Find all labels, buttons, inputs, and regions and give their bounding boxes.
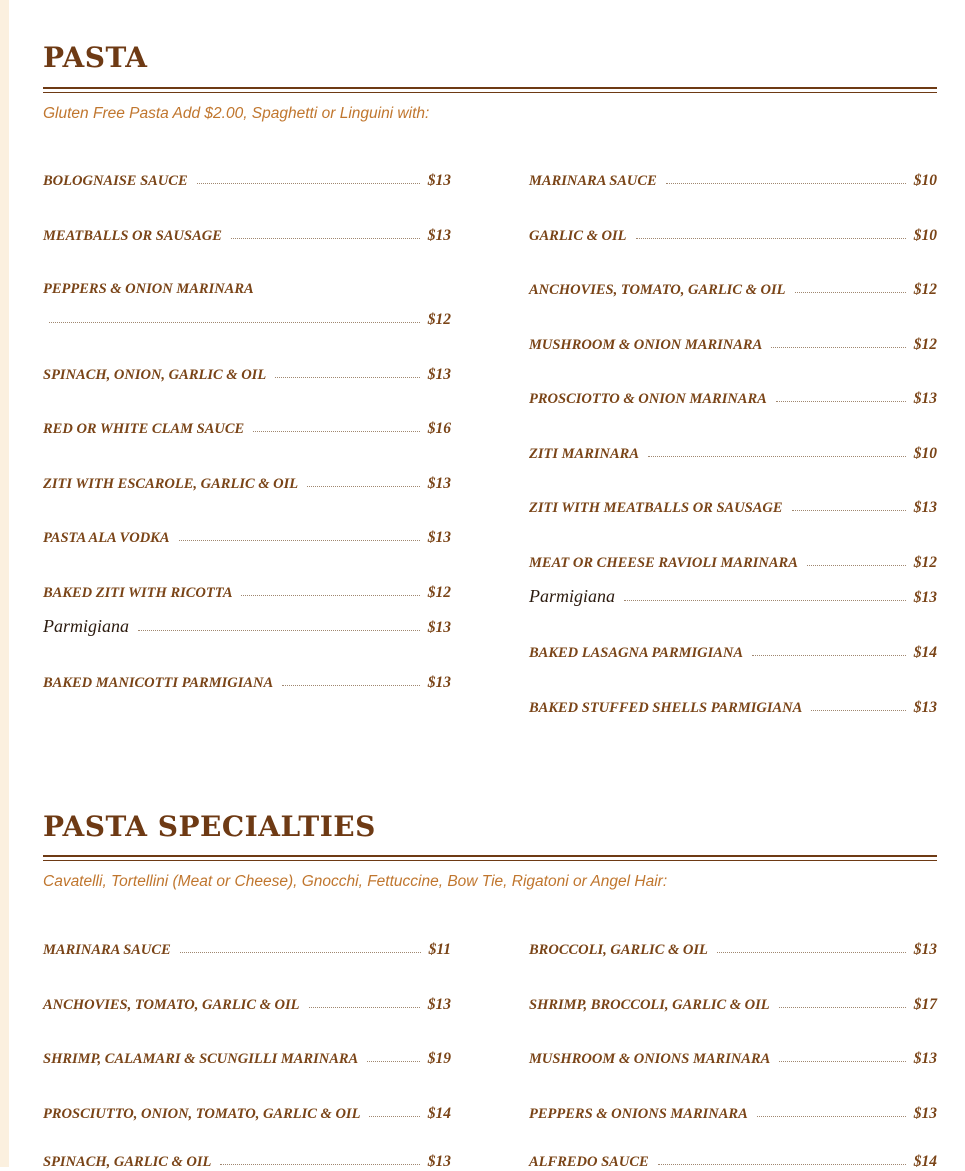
menu-item — [43, 674, 451, 692]
divider — [43, 92, 937, 93]
leader-dots — [666, 182, 906, 184]
menu-item — [43, 529, 451, 547]
menu-item — [529, 445, 937, 463]
leader-dots — [231, 237, 420, 239]
menu-item-name: BAKED STUFFED SHELLS PARMIGIANA — [529, 700, 803, 716]
menu-item-price: $12 — [427, 311, 451, 328]
leader-dots — [220, 1163, 419, 1165]
menu-item-price: $14 — [913, 644, 937, 661]
menu-item-name: ALFREDO SAUCE — [529, 1154, 649, 1170]
leader-dots — [636, 237, 906, 239]
menu-item-name: BAKED MANICOTTI PARMIGIANA — [43, 675, 274, 691]
menu-item-price: $13 — [913, 589, 937, 606]
section-subtitle: Gluten Free Pasta Add $2.00, Spaghetti or Linguini with: — [43, 105, 430, 122]
leader-dots — [179, 539, 420, 541]
menu-item-name: MEAT OR CHEESE RAVIOLI MARINARA — [529, 555, 798, 571]
divider — [43, 860, 937, 861]
menu-item-variant — [529, 586, 937, 607]
menu-item-price: $10 — [913, 172, 937, 189]
menu-item-price: $13 — [913, 499, 937, 516]
leader-dots — [275, 376, 420, 378]
menu-item-name: BAKED ZITI WITH RICOTTA — [43, 585, 233, 601]
menu-item-name: BROCCOLI, GARLIC & OIL — [529, 942, 708, 958]
menu-item — [529, 554, 937, 572]
menu-item-name: PROSCIOTTO & ONION MARINARA — [529, 391, 767, 407]
menu-item-name: ANCHOVIES, TOMATO, GARLIC & OIL — [43, 997, 300, 1013]
menu-item-price: $13 — [913, 699, 937, 716]
menu-item-name: Parmigiana — [43, 616, 130, 636]
menu-item-price: $19 — [427, 1050, 451, 1067]
menu-item — [529, 699, 937, 717]
menu-item-name: MEATBALLS OR SAUSAGE — [43, 228, 222, 244]
menu-item-price: $13 — [913, 941, 937, 958]
menu-item-price: $14 — [427, 1105, 451, 1122]
left-border-stripe — [0, 0, 9, 1167]
menu-item-price: $13 — [427, 996, 451, 1013]
menu-item-price: $13 — [427, 1153, 451, 1170]
menu-item-price: $13 — [427, 529, 451, 546]
menu-item — [529, 1050, 937, 1068]
menu-item — [43, 1105, 451, 1123]
menu-item — [43, 584, 451, 602]
leader-dots — [648, 455, 906, 457]
leader-dots — [776, 400, 906, 402]
menu-item-price: $10 — [913, 227, 937, 244]
leader-dots — [367, 1060, 420, 1062]
menu-item-name: SPINACH, ONION, GARLIC & OIL — [43, 367, 267, 383]
menu-item — [529, 1153, 937, 1171]
menu-item-price: $14 — [913, 1153, 937, 1170]
menu-item — [529, 336, 937, 354]
leader-dots — [795, 291, 906, 293]
menu-item-price: $13 — [427, 619, 451, 636]
menu-item-name: ZITI MARINARA — [529, 446, 639, 462]
menu-item-name: MUSHROOM & ONIONS MARINARA — [529, 1051, 771, 1067]
menu-item-price: $13 — [427, 475, 451, 492]
menu-item-name: PEPPERS & ONION MARINARA — [43, 281, 254, 297]
menu-item-name: GARLIC & OIL — [529, 228, 627, 244]
leader-dots — [658, 1163, 906, 1165]
menu-item-price: $10 — [913, 445, 937, 462]
menu-item-name: ZITI WITH ESCAROLE, GARLIC & OIL — [43, 476, 299, 492]
menu-item — [43, 227, 451, 245]
leader-dots — [282, 684, 420, 686]
menu-item-price: $12 — [913, 336, 937, 353]
leader-dots — [253, 430, 420, 432]
menu-item-variant — [43, 616, 451, 637]
menu-item — [529, 499, 937, 517]
leader-dots — [369, 1115, 419, 1117]
menu-item — [43, 172, 451, 190]
menu-item — [43, 475, 451, 493]
leader-dots — [49, 321, 420, 323]
menu-item-price: $13 — [913, 390, 937, 407]
menu-item — [529, 1105, 937, 1123]
leader-dots — [807, 564, 906, 566]
menu-item-name: MARINARA SAUCE — [529, 173, 657, 189]
menu-item-price: $13 — [427, 366, 451, 383]
leader-dots — [307, 485, 420, 487]
menu-item-price: $13 — [427, 674, 451, 691]
menu-item — [43, 281, 451, 327]
section-title: PASTA — [43, 41, 148, 74]
menu-item-name: MARINARA SAUCE — [43, 942, 171, 958]
menu-item-price: $13 — [913, 1050, 937, 1067]
menu-item-name: SHRIMP, BROCCOLI, GARLIC & OIL — [529, 997, 770, 1013]
menu-item-name: ZITI WITH MEATBALLS OR SAUSAGE — [529, 500, 783, 516]
menu-item-name: RED OR WHITE CLAM SAUCE — [43, 421, 245, 437]
menu-item-name: BOLOGNAISE SAUCE — [43, 173, 188, 189]
leader-dots — [811, 709, 905, 711]
menu-item — [529, 996, 937, 1014]
menu-item-name: PASTA ALA VODKA — [43, 530, 170, 546]
leader-dots — [779, 1006, 906, 1008]
leader-dots — [309, 1006, 420, 1008]
leader-dots — [757, 1115, 906, 1117]
leader-dots — [624, 599, 906, 601]
menu-item-name: Parmigiana — [529, 586, 616, 606]
menu-item — [529, 941, 937, 959]
menu-item-price: $12 — [427, 584, 451, 601]
menu-item — [529, 281, 937, 299]
menu-item-price: $13 — [427, 227, 451, 244]
menu-item — [43, 366, 451, 384]
menu-item-name: BAKED LASAGNA PARMIGIANA — [529, 645, 744, 661]
menu-item — [529, 227, 937, 245]
menu-item — [43, 996, 451, 1014]
leader-dots — [771, 346, 905, 348]
menu-item — [529, 644, 937, 662]
menu-item-price: $11 — [428, 941, 451, 958]
menu-item-price: $17 — [913, 996, 937, 1013]
menu-item-name: MUSHROOM & ONION MARINARA — [529, 337, 763, 353]
menu-item — [43, 1153, 451, 1171]
leader-dots — [138, 629, 420, 631]
menu-item — [43, 1050, 451, 1068]
menu-item-price: $13 — [913, 1105, 937, 1122]
menu-item — [529, 172, 937, 190]
leader-dots — [779, 1060, 905, 1062]
menu-item — [43, 941, 451, 959]
menu-item-name: ANCHOVIES, TOMATO, GARLIC & OIL — [529, 282, 786, 298]
menu-item-price: $16 — [427, 420, 451, 437]
menu-item — [529, 390, 937, 408]
leader-dots — [792, 509, 906, 511]
menu-item-price: $12 — [913, 554, 937, 571]
divider — [43, 87, 937, 89]
menu-item-name: PEPPERS & ONIONS MARINARA — [529, 1106, 748, 1122]
pasta-specialties-section — [43, 810, 937, 1170]
menu-item-name: PROSCIUTTO, ONION, TOMATO, GARLIC & OIL — [43, 1106, 361, 1122]
leader-dots — [241, 594, 419, 596]
divider — [43, 855, 937, 857]
section-subtitle: Cavatelli, Tortellini (Meat or Cheese), Gnocchi, Fettuccine, Bow Tie, Rigatoni or Angel Hair: — [43, 873, 668, 890]
leader-dots — [180, 951, 421, 953]
menu-item — [43, 420, 451, 438]
leader-dots — [197, 182, 420, 184]
menu-item-price: $13 — [427, 172, 451, 189]
leader-dots — [752, 654, 906, 656]
leader-dots — [717, 951, 906, 953]
pasta-section — [43, 41, 937, 716]
menu-item-name: SHRIMP, CALAMARI & SCUNGILLI MARINARA — [43, 1051, 359, 1067]
menu-item-name: SPINACH, GARLIC & OIL — [43, 1154, 212, 1170]
section-title: PASTA SPECIALTIES — [43, 810, 376, 843]
menu-item-price: $12 — [913, 281, 937, 298]
